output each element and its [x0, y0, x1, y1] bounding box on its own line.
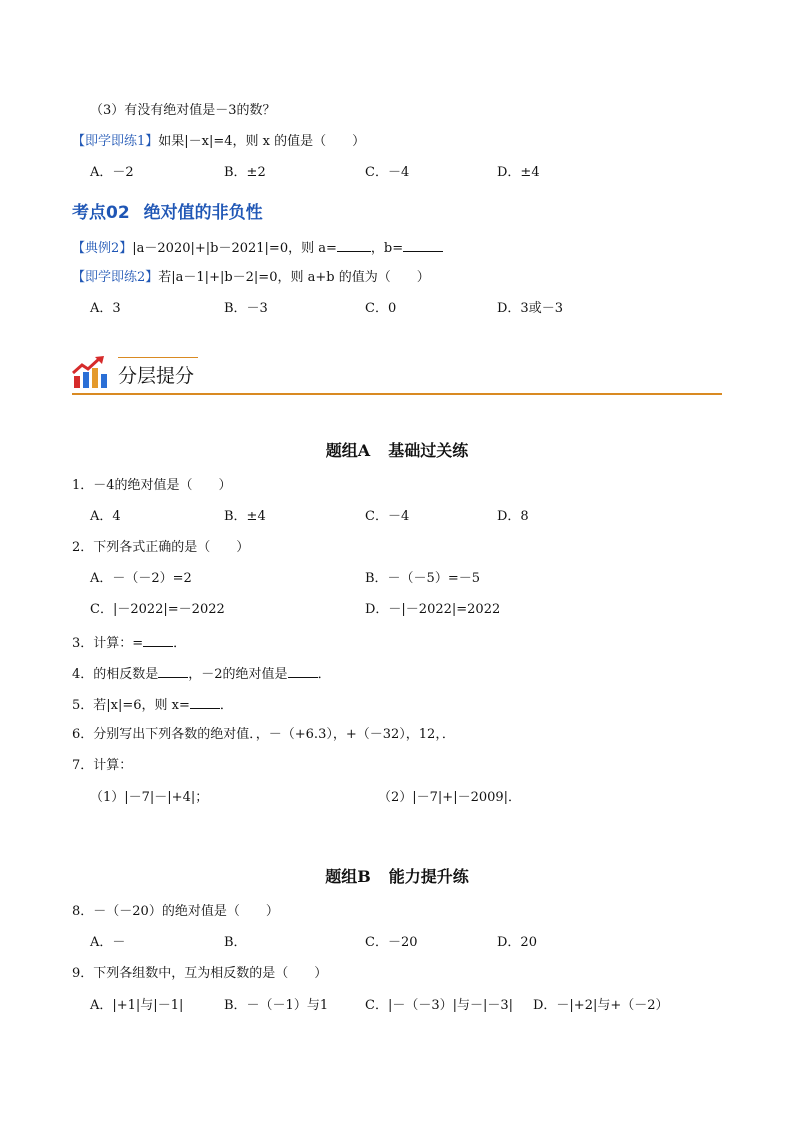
example-2-text-b: ，b=: [370, 241, 404, 256]
section-title: 分层提分: [118, 365, 195, 387]
question-1-option-a: A．4: [90, 509, 121, 524]
question-9: 9．下列各组数中，互为相反数的是（ ）: [72, 966, 328, 981]
group-b-title: [0, 864, 794, 887]
question-4-text-b: ，－2的绝对值是: [188, 667, 288, 682]
question-2-option-d: D．－|－2022|=2022: [365, 602, 501, 617]
example-2-text-a: |a－2020|+|b－2021|=0，则 a=: [132, 241, 337, 256]
practice-2-text: 若|a－1|+|b－2|=0，则 a+b 的值为（ ）: [158, 270, 430, 285]
practice-2-option-a: A．3: [90, 301, 121, 316]
practice-1-option-b: B．±2: [224, 165, 266, 180]
practice-1-option-c: C．－4: [365, 165, 410, 180]
answer-blank[interactable]: [143, 633, 173, 647]
question-2: 2．下列各式正确的是（ ）: [72, 540, 250, 555]
question-1-option-b: B．±4: [224, 509, 266, 524]
question-5-text: 5．若|x|=6，则 x=: [72, 698, 190, 713]
kaodian-number: 考点02: [72, 203, 130, 223]
question-1-option-c: C．－4: [365, 509, 410, 524]
group-b-name: 能力提升练: [388, 867, 469, 886]
practice-2-option-c: C．0: [365, 301, 397, 316]
practice-2-option-d: D．3或－3: [497, 301, 563, 316]
question-8-option-a: A．－: [90, 935, 126, 950]
answer-blank[interactable]: [158, 664, 188, 678]
header-top-line: [118, 357, 198, 358]
question-2-option-a: A．－（－2）=2: [90, 571, 192, 586]
question-4: [72, 664, 331, 684]
group-b-label: 题组B: [325, 867, 371, 886]
group-a-name: 基础过关练: [388, 441, 469, 460]
question-7-part-1: （1）|－7|－|+4|；: [90, 790, 209, 805]
question-1: 1．－4的绝对值是（ ）: [72, 478, 232, 493]
question-8-option-d: D．20: [497, 935, 537, 950]
answer-blank[interactable]: [337, 238, 371, 252]
example-2-tag: 【典例2】: [72, 241, 133, 256]
practice-1-option-d: D．±4: [497, 165, 540, 180]
question-8-option-c: C．－20: [365, 935, 418, 950]
practice-1-text: 如果|－x|=4，则 x 的值是（ ）: [158, 134, 366, 149]
question-7: 7．计算：: [72, 758, 133, 773]
question-1-option-d: D．8: [497, 509, 529, 524]
question-4-text-a: 4．的相反数是: [72, 667, 159, 682]
question-6: 6．分别写出下列各数的绝对值．，－（+6.3），+（－32），12，．: [72, 727, 455, 742]
kaodian-title: 绝对值的非负性: [143, 203, 263, 223]
practice-1-option-a: A．－2: [90, 165, 134, 180]
question-7-part-2: （2）|－7|+|－2009|．: [378, 790, 522, 805]
question-9-option-a: A．|+1|与|－1|: [90, 998, 184, 1013]
answer-blank[interactable]: [288, 664, 318, 678]
question-8: 8．－（－20）的绝对值是（ ）: [72, 904, 279, 919]
answer-blank[interactable]: [403, 238, 443, 252]
practice-2: [72, 269, 430, 287]
question-2-option-c: C．|－2022|=－2022: [90, 602, 225, 617]
question-4-end: ．: [317, 667, 331, 682]
question-5-end: ．: [219, 698, 233, 713]
question-9-option-d: D．－|+2|与+（－2）: [533, 998, 669, 1013]
question-9-option-b: B．－（－1）与1: [224, 998, 329, 1013]
practice-2-tag: 【即学即练2】: [72, 270, 159, 285]
question-3-text: 3．计算：=: [72, 636, 144, 651]
question-8-option-b: B．: [224, 935, 247, 950]
practice-1-tag: 【即学即练1】: [72, 134, 159, 149]
question-2-option-b: B．－（－5）=－5: [365, 571, 480, 586]
question-3-no-negative: （3）有没有绝对值是－3的数？: [90, 103, 276, 118]
group-a-title: [0, 438, 794, 461]
question-9-option-c: C．|－（－3）|与－|－3|: [365, 998, 514, 1013]
example-2: [72, 238, 443, 258]
kaodian-heading: [72, 198, 263, 223]
practice-1: [72, 133, 365, 151]
section-header: [72, 352, 722, 396]
question-3: [72, 633, 186, 653]
group-a-label: 题组A: [325, 441, 371, 460]
question-5: [72, 695, 233, 715]
question-3-end: ．: [173, 636, 187, 651]
growth-chart-icon: [72, 356, 108, 390]
answer-blank[interactable]: [190, 695, 220, 709]
practice-2-option-b: B．－3: [224, 301, 268, 316]
header-rule: [72, 393, 722, 395]
